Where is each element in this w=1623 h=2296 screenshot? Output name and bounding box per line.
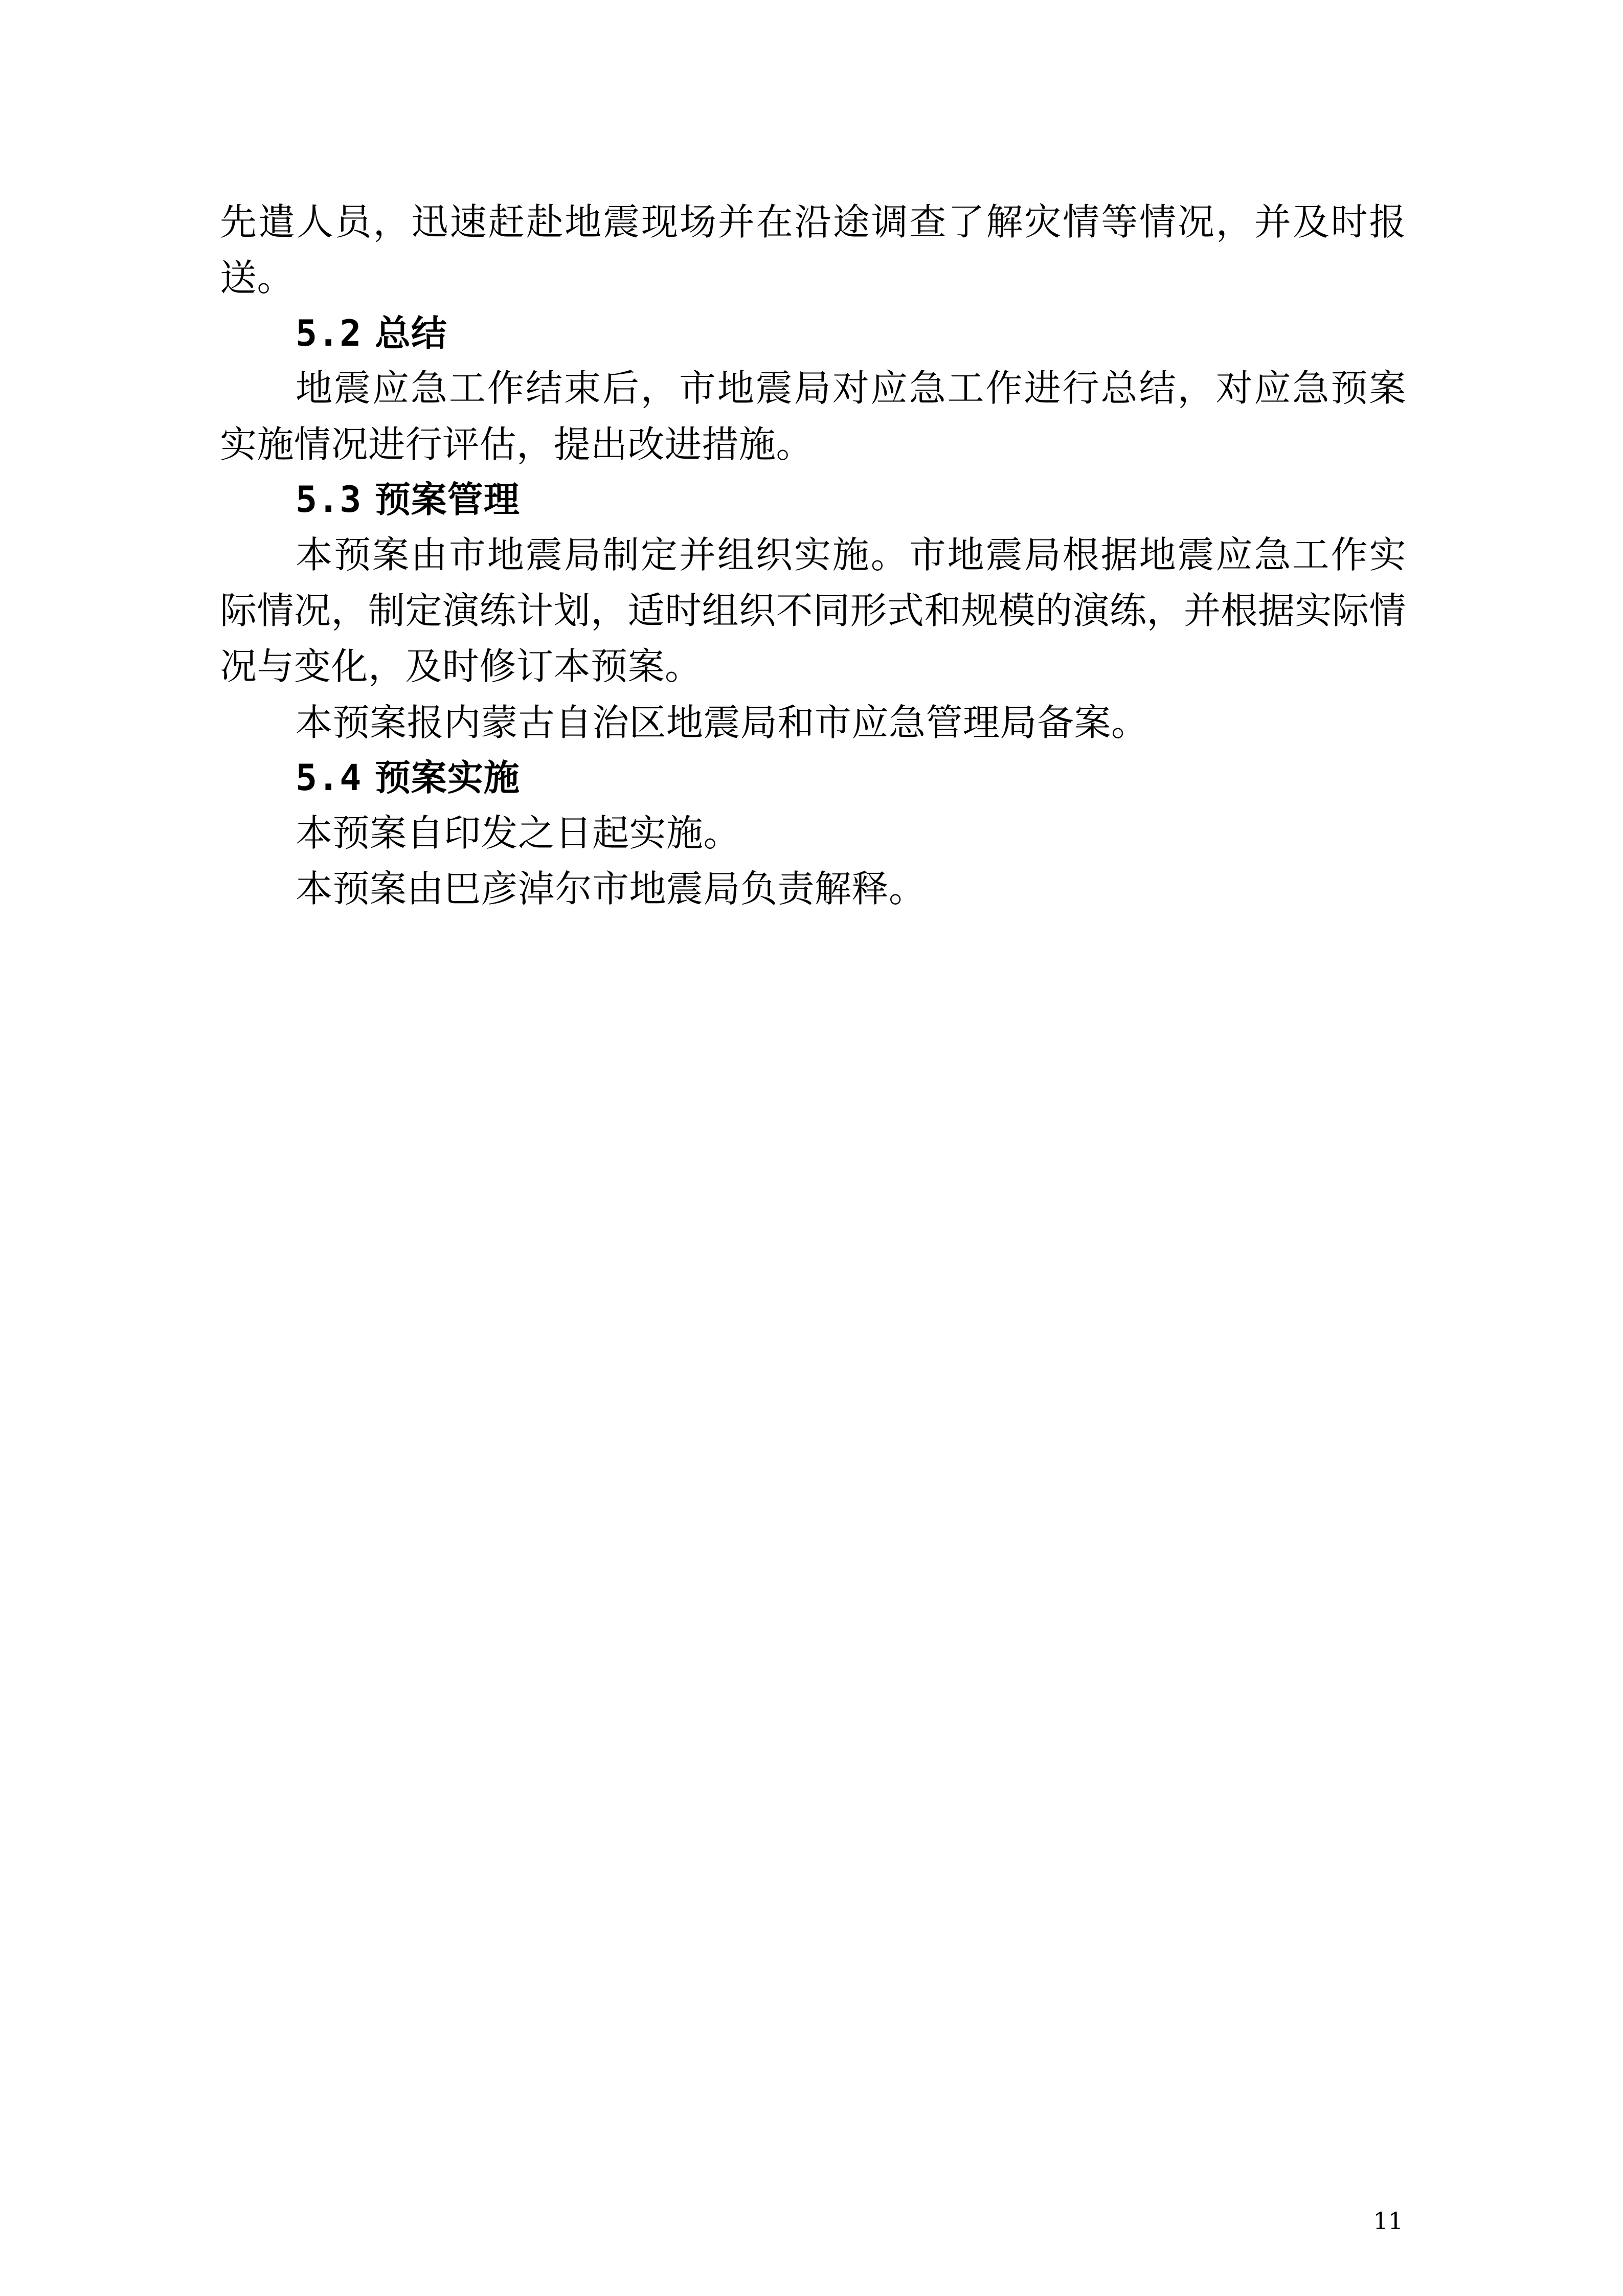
section-heading-5-3: [220, 472, 1406, 527]
section-title: 预案实施: [374, 757, 520, 799]
section-number: 5.4: [296, 757, 362, 799]
section-title: 预案管理: [374, 479, 520, 521]
paragraph-continuation: 先遣人员，迅速赶赴地震现场并在沿途调查了解灾情等情况，并及时报送。: [220, 200, 1406, 300]
section-number: 5.2: [296, 312, 362, 354]
paragraph-5-2-body: 地震应急工作结束后，市地震局对应急工作进行总结，对应急预案实施情况进行评估，提出改进措施。: [220, 367, 1406, 466]
paragraph-5-4-effective: 本预案自印发之日起实施。: [296, 811, 741, 854]
section-title: 总结: [374, 312, 447, 354]
document-body: [220, 194, 1406, 917]
paragraph-5-3-filing: 本预案报内蒙古自治区地震局和市应急管理局备案。: [296, 701, 1148, 744]
paragraph-5-4-interpretation: 本预案由巴彦淖尔市地震局负责解释。: [296, 867, 926, 911]
section-heading-5-2: [220, 306, 1406, 361]
page-number: 11: [1373, 2207, 1403, 2235]
section-heading-5-4: [220, 751, 1406, 805]
paragraph-5-3-body: 本预案由市地震局制定并组织实施。市地震局根据地震应急工作实际情况，制定演练计划，适时组织不同形式和规模的演练，并根据实际情况与变化，及时修订本预案。: [220, 533, 1407, 688]
section-number: 5.3: [296, 479, 362, 521]
